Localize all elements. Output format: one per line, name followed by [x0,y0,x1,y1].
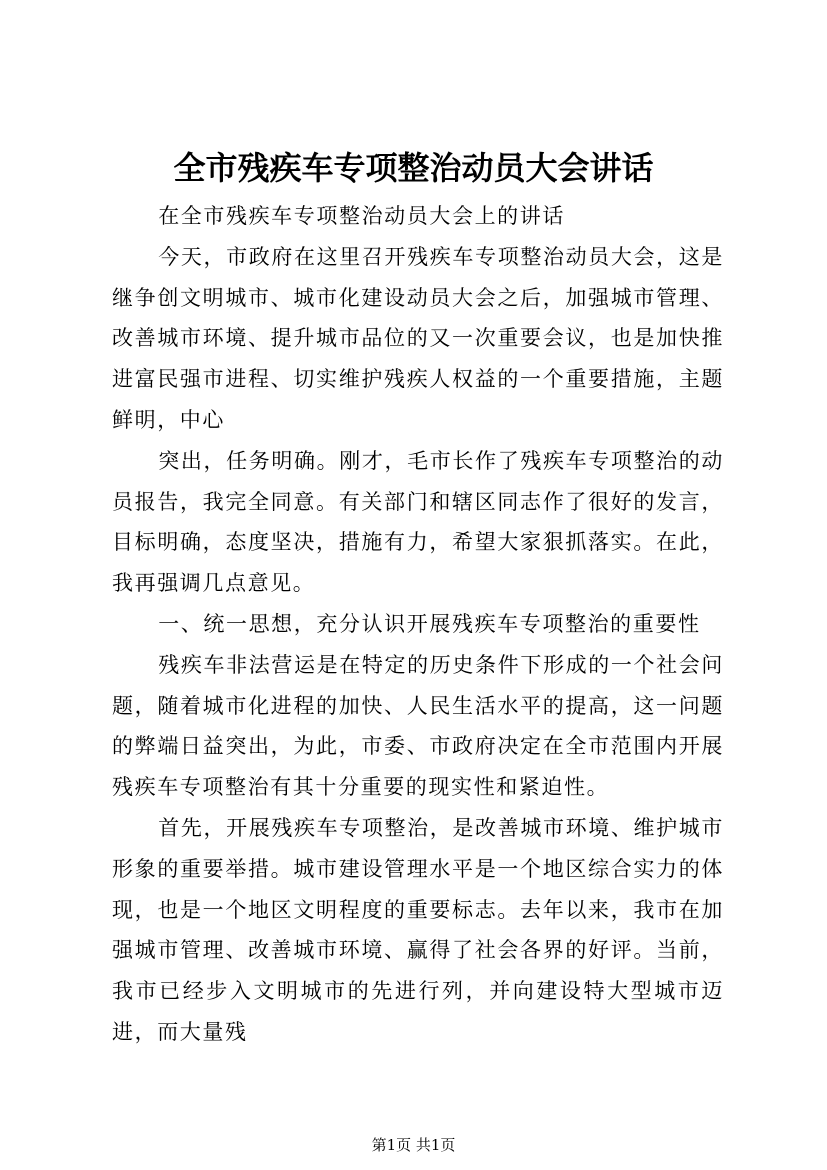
paragraph: 突出，任务明确。刚才，毛市长作了残疾车专项整治的动员报告，我完全同意。有关部门和辖区同志作了很好的发言，目标明确，态度坚决，措施有力，希望大家狠抓落实。在此，我再强调几点意见。 [112,448,724,596]
paragraph-subtitle: 在全市残疾车专项整治动员大会上的讲话 [158,204,565,228]
page-number-footer: 第1页 共1页 [371,1136,456,1154]
document-title: 全市残疾车专项整治动员大会讲话 [173,149,654,187]
section-heading: 一、统一思想，充分认识开展残疾车专项整治的重要性 [158,611,701,636]
paragraph: 残疾车非法营运是在特定的历史条件下形成的一个社会问题，随着城市化进程的加快、人民生活水平的提高，这一问题的弊端日益突出，为此，市委、市政府决定在全市范围内开展残疾车专项整治有其十分重要的现实性和紧迫性。 [112,652,724,800]
document-body [112,196,724,1053]
paragraph: 今天，市政府在这里召开残疾车专项整治动员大会，这是继争创文明城市、城市化建设动员大会之后，加强城市管理、改善城市环境、提升城市品位的又一次重要会议，也是加快推进富民强市进程、切实维护残疾人权益的一个重要措施，主题鲜明，中心 [112,244,724,432]
paragraph: 首先，开展残疾车专项整治，是改善城市环境、维护城市形象的重要举措。城市建设管理水平是一个地区综合实力的体现，也是一个地区文明程度的重要标志。去年以来，我市在加强城市管理、改善城市环境、赢得了社会各界的好评。当前，我市已经步入文明城市的先进行列，并向建设特大型城市迈进，而大量残 [112,815,724,1044]
